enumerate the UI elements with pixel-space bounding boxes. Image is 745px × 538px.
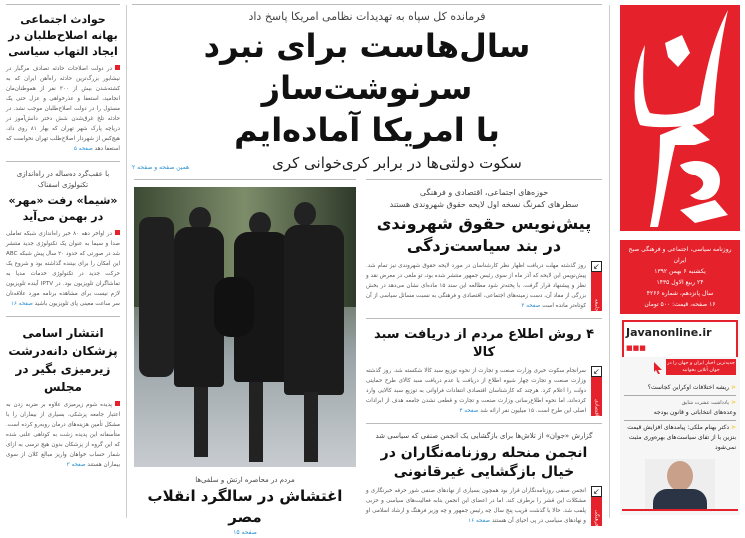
arrow-icon: ↙ xyxy=(591,261,602,272)
item-text: وعده‌های انتخاباتی و قانون بودجه xyxy=(653,409,736,416)
divider xyxy=(6,161,120,162)
tab-label: جامعه xyxy=(593,298,600,311)
online-item[interactable] xyxy=(624,396,736,421)
online-item[interactable] xyxy=(624,381,736,396)
arrow-icon: ↙ xyxy=(591,366,602,377)
body-text: در اواخر دهه ۸۰ خبر راه‌اندازی شبکه تعاملی صدا و سیما به عنوان یک تکنولوژی جدید منتشر شد در صورتی که حدود ۲۰ سال پیش شبکه ABC این امکان را برای بیننده گذاشته بود و شروع یک حرکت جدید در تکنولوژی خدمات مدیا به تماشاگران تلویزیون بود. در IPTV آینده تلویزیون لازم نیست برای مشاهده برنامه مورد علاقه‌تان سر ساعت معینی پای تلویزیون باشید xyxy=(6,231,120,307)
story-2-headline[interactable]: ۴ روش اطلاع مردم از دریافت سبد کالا xyxy=(373,327,595,360)
story-2-body xyxy=(366,366,586,416)
photo-column xyxy=(134,179,356,538)
divider xyxy=(366,318,602,319)
center-area xyxy=(132,4,602,538)
story-1-body xyxy=(366,261,586,311)
left-story-1-headline[interactable]: حوادث اجتماعی بهانه اصلاح‌طلبان در ایجاد التهاب سیاسی xyxy=(8,13,118,58)
main-headline-line-2: با امریکا آماده‌ایم xyxy=(234,111,500,149)
divider xyxy=(366,179,602,180)
info-line: روزنامه سیاسی، اجتماعی و فرهنگی صبح ایران xyxy=(628,246,732,264)
divider xyxy=(6,4,120,5)
photo-headline[interactable]: اغتشاش در سالگرد انقلاب مصر xyxy=(147,487,343,526)
right-column xyxy=(620,5,740,515)
info-hijri-date: ۲۴ ربیع الاول ۱۴۳۵ xyxy=(656,279,704,286)
share-icon: ⋖ xyxy=(730,399,736,406)
divider xyxy=(609,5,610,518)
story-3-body xyxy=(366,486,586,526)
item-kicker: یادداشت عشرت شایق xyxy=(681,400,730,406)
site-tagline: جدیدترین اخبار ایران و جهان را در جوان آنلاین بخوانید xyxy=(667,361,735,373)
share-icon: ⋖ xyxy=(730,424,736,431)
item-text: دکتر بهنام ملکی: پیامدهای افزایش قیمت بنزین با از تفای سیاست‌های بهره‌وری مثبت نمی‌شود xyxy=(627,424,736,451)
left-story-3-body xyxy=(6,400,120,470)
body-text: انجمن صنفی روزنامه‌نگاران قرار بود همچون بسیاری از نهادهای صنفی شور حرفه خبرنگاری و مشکلات این قشر را برطرف کند. اما در اعضای این انجمن بنابه فعالیت‌های سیاسی و حزبی پلمب شد. حالا با گذشت قریب پنج سال چه رئیس جمهور و چه وزیر فرهنگ و ارشاد اسلامی او و نهادهای سیاسی در پی احیای آن هستند xyxy=(366,488,586,524)
page-ref-link[interactable]: صفحه ۳ xyxy=(66,462,86,468)
left-story-1-body xyxy=(6,64,120,154)
divider xyxy=(622,509,738,511)
info-issue: سال پانزدهم، شماره ۴۲۶۶ xyxy=(646,290,714,297)
dots-icon: ■■■ xyxy=(626,344,646,352)
item-text: ریشه اختلافات اوکراین کجاست؟ xyxy=(647,384,730,391)
javan-logo-icon xyxy=(620,5,740,231)
left-story-3-headline[interactable]: انتشار اسامی پزشکان دانه‌درشت زیرمیزی بگیر در مجلس xyxy=(8,326,118,394)
main-headline-line-1: سال‌هاست برای نبرد سرنوشت‌ساز xyxy=(203,27,531,107)
online-items xyxy=(624,381,736,455)
online-box xyxy=(620,320,740,515)
arrow-icon: ↙ xyxy=(591,486,602,497)
page-ref-link[interactable]: صفحه ۴ xyxy=(459,408,479,414)
center-stories xyxy=(366,179,602,526)
kicker-line: حوزه‌های اجتماعی، اقتصادی و فرهنگی xyxy=(419,188,549,197)
info-date: یکشنبه ۶ بهمن ۱۳۹۲ xyxy=(654,268,706,275)
tab-label: فرهنگی xyxy=(593,509,600,526)
main-page-ref[interactable]: همین صفحه و صفحه ۲ xyxy=(132,164,190,171)
main-subhead: سکوت دولتی‌ها در برابر کری‌خوانی کری xyxy=(272,154,522,172)
divider xyxy=(366,423,602,424)
section-tab-culture[interactable] xyxy=(591,486,602,526)
page-ref-link[interactable]: صفحه ۱۶ xyxy=(10,301,33,307)
story-3-headline[interactable]: انجمن منحله روزنامه‌نگاران در خیال بازگشایی غیرقانونی xyxy=(380,445,588,480)
photo-page-ref[interactable]: صفحه ۱۵ xyxy=(233,529,257,536)
story-3-kicker: گزارش «جوان» از تلاش‌ها برای بازگشایی یک انجمن صنفی که سیاسی شد xyxy=(375,432,593,440)
section-tab-economy[interactable] xyxy=(591,366,602,416)
divider xyxy=(6,316,120,317)
divider xyxy=(126,5,127,518)
online-item[interactable] xyxy=(624,421,736,455)
left-story-2-headline[interactable]: «شیما» رفت «مهر» در بهمن می‌آید xyxy=(8,194,118,223)
body-text: پدیده شوم زیرمیزی علاوه بر ضربه زدن به اعتبار جامعه پزشکی، بسیاری از بیماران را با مشکل تأمین هزینه‌های درمان روبه‌رو کرده است. متأسفانه این پدیده زشت به کوتاهی علنی شده که این گروه از پزشکان بدون هیچ ترسی به ازای شمار حساب خواهان واریز مبالغ کلان از سوی بیماران هستند xyxy=(6,402,120,468)
story-1-kicker xyxy=(366,187,602,211)
story-3 xyxy=(366,486,602,526)
divider xyxy=(132,4,602,5)
story-1-headline[interactable]: پیش‌نویس حقوق شهروندی در بند سیاست‌زدگی xyxy=(376,214,592,255)
site-link[interactable] xyxy=(622,320,738,357)
main-headline[interactable] xyxy=(132,25,602,151)
cursor-icon xyxy=(654,359,662,371)
left-story-2-body xyxy=(6,229,120,309)
masthead-info xyxy=(620,240,740,314)
body-text: در دولت اصلاحات حادثه تصادف مرگبار در نیشابور بزرگ‌ترین حادثه راه‌آهن ایران که به کشته‌شدن بیش از ۳۰۰ نفر از هموطنان‌مان انجامید، استعفا و عذرخواهی و عزل حتی یک مسئول را در دولت اصلاح‌طلبان موجب نشد. در حادثه تلخ غرق‌شدن شش دختر دانش‌آموز در دریاچه پارک شهر تهران که بهار ۸۱ روی داد، هیچ‌کس از شهردار اصلاح‌طلب تهران نخواست که استعفا دهد xyxy=(6,66,120,152)
page-ref-link[interactable]: صفحه ۵ xyxy=(73,146,93,152)
photo-caption-kicker: مردم در محاصره ارتش و سلفی‌ها xyxy=(195,476,295,484)
main-kicker: فرمانده کل سپاه به تهدیدات نظامی امریکا پاسخ داد xyxy=(248,10,486,23)
left-column xyxy=(6,4,120,470)
masthead-logo xyxy=(620,5,740,231)
page-ref-link[interactable]: صفحه ۱۶ xyxy=(468,518,491,524)
news-photo[interactable] xyxy=(134,187,356,467)
info-price: ۱۶ صفحه، قیمت: ۵۰۰ تومان xyxy=(644,301,716,308)
site-url: Javanonline.ir xyxy=(626,326,712,339)
story-2 xyxy=(366,366,602,416)
body-text: سرانجام سکوت خبری وزارت صنعت و تجارت از نحوه توزیع سبد کالا شکسته شد. روز گذشته وزارت صنعت و تجارت چهار شیوه اطلاع از دریافت یا عدم دریافت سبد کالای طرح حمایتی دولت را اعلام کرد. هرچند که کارشناسان اقتصادی انتقادات فراوانی به توزیع سبد کالایی وارد کرده‌اند، اما نحوه اطلاع‌رسانی وزارت صنعت و تجارت و قطعی نشدن جامعه هدف از ابرادات اصلی این طرح است. ۱۵ میلیون نفر ارائه شد xyxy=(366,368,586,414)
author-photo xyxy=(645,459,715,509)
left-story-2-kicker: با عقب‌گرد ده‌ساله در راه‌اندازی تکنولوژی اسفناک xyxy=(16,170,110,189)
kicker-line: سطرهای کمرنگ نسخه اول لایحه حقوق شهروندی هستند xyxy=(389,200,579,209)
tab-label: اقتصادی xyxy=(593,398,600,416)
section-tab-society[interactable] xyxy=(591,261,602,311)
page-ref-link[interactable]: صفحه ۳ xyxy=(521,303,541,309)
story-1 xyxy=(366,261,602,311)
body-text: روز گذشته مهلت دریافت اظهار نظر کارشناسان در مورد لایحه حقوق شهروندی نیز تمام شد. پیش‌نویس این لایحه که آذر ماه از سوی رئیس جمهور منتشر شده بود، تو ملغی در معرض نقد و نظر و پیشنهاد قرار گرفت. با پخته‌تر شود مطالعه این سند ۱۵ ماده‌ای نشان می‌دهد در بخش بزرگی از مفاد آن، دست زمینه‌های اجتماعی، اقتصادی و فرهنگی به نسبت مسائل سیاسی از آن کوتاه‌تر مانده است xyxy=(366,263,586,309)
share-icon: ⋖ xyxy=(730,384,736,391)
divider xyxy=(134,179,356,180)
